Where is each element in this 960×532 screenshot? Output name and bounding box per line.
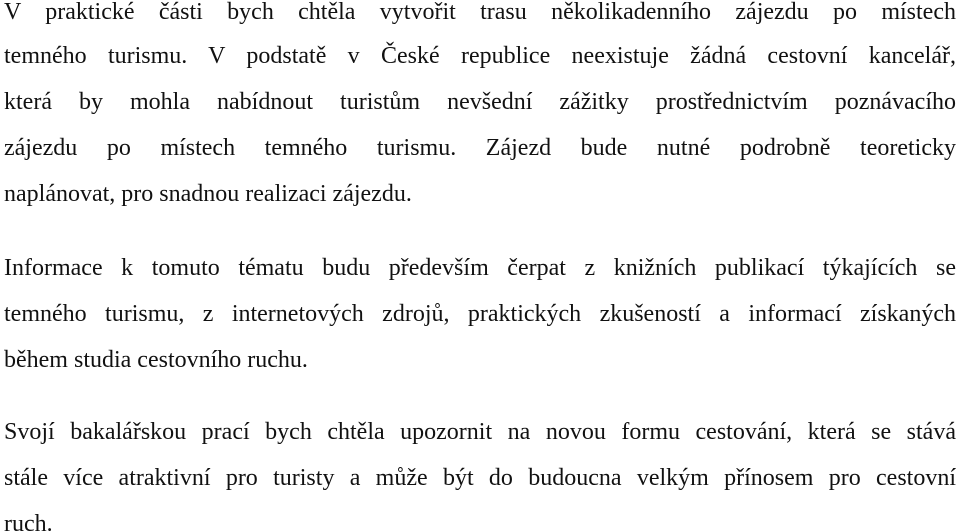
document-page xyxy=(4,0,960,532)
text-line: zájezdu po místech temného turismu. Zájezd bude nutné podrobně teoreticky xyxy=(4,135,956,161)
text-line: temného turismu, z internetových zdrojů, praktických zkušeností a informací získaných xyxy=(4,301,956,327)
text-line: temného turismu. V podstatě v České republice neexistuje žádná cestovní kancelář, xyxy=(4,43,956,69)
text-line: během studia cestovního ruchu. xyxy=(4,347,308,373)
text-line: Svojí bakalářskou prací bych chtěla upozornit na novou formu cestování, která se stává xyxy=(4,419,956,445)
text-line: ruch. xyxy=(4,511,53,532)
text-line: V praktické části bych chtěla vytvořit trasu několikadenního zájezdu po místech xyxy=(4,0,956,25)
text-line: stále více atraktivní pro turisty a může být do budoucna velkým přínosem pro cestovní xyxy=(4,465,956,491)
text-line: která by mohla nabídnout turistům nevšední zážitky prostřednictvím poznávacího xyxy=(4,89,956,115)
text-line: Informace k tomuto tématu budu především čerpat z knižních publikací týkajících se xyxy=(4,255,956,281)
text-line: naplánovat, pro snadnou realizaci zájezdu. xyxy=(4,181,412,207)
